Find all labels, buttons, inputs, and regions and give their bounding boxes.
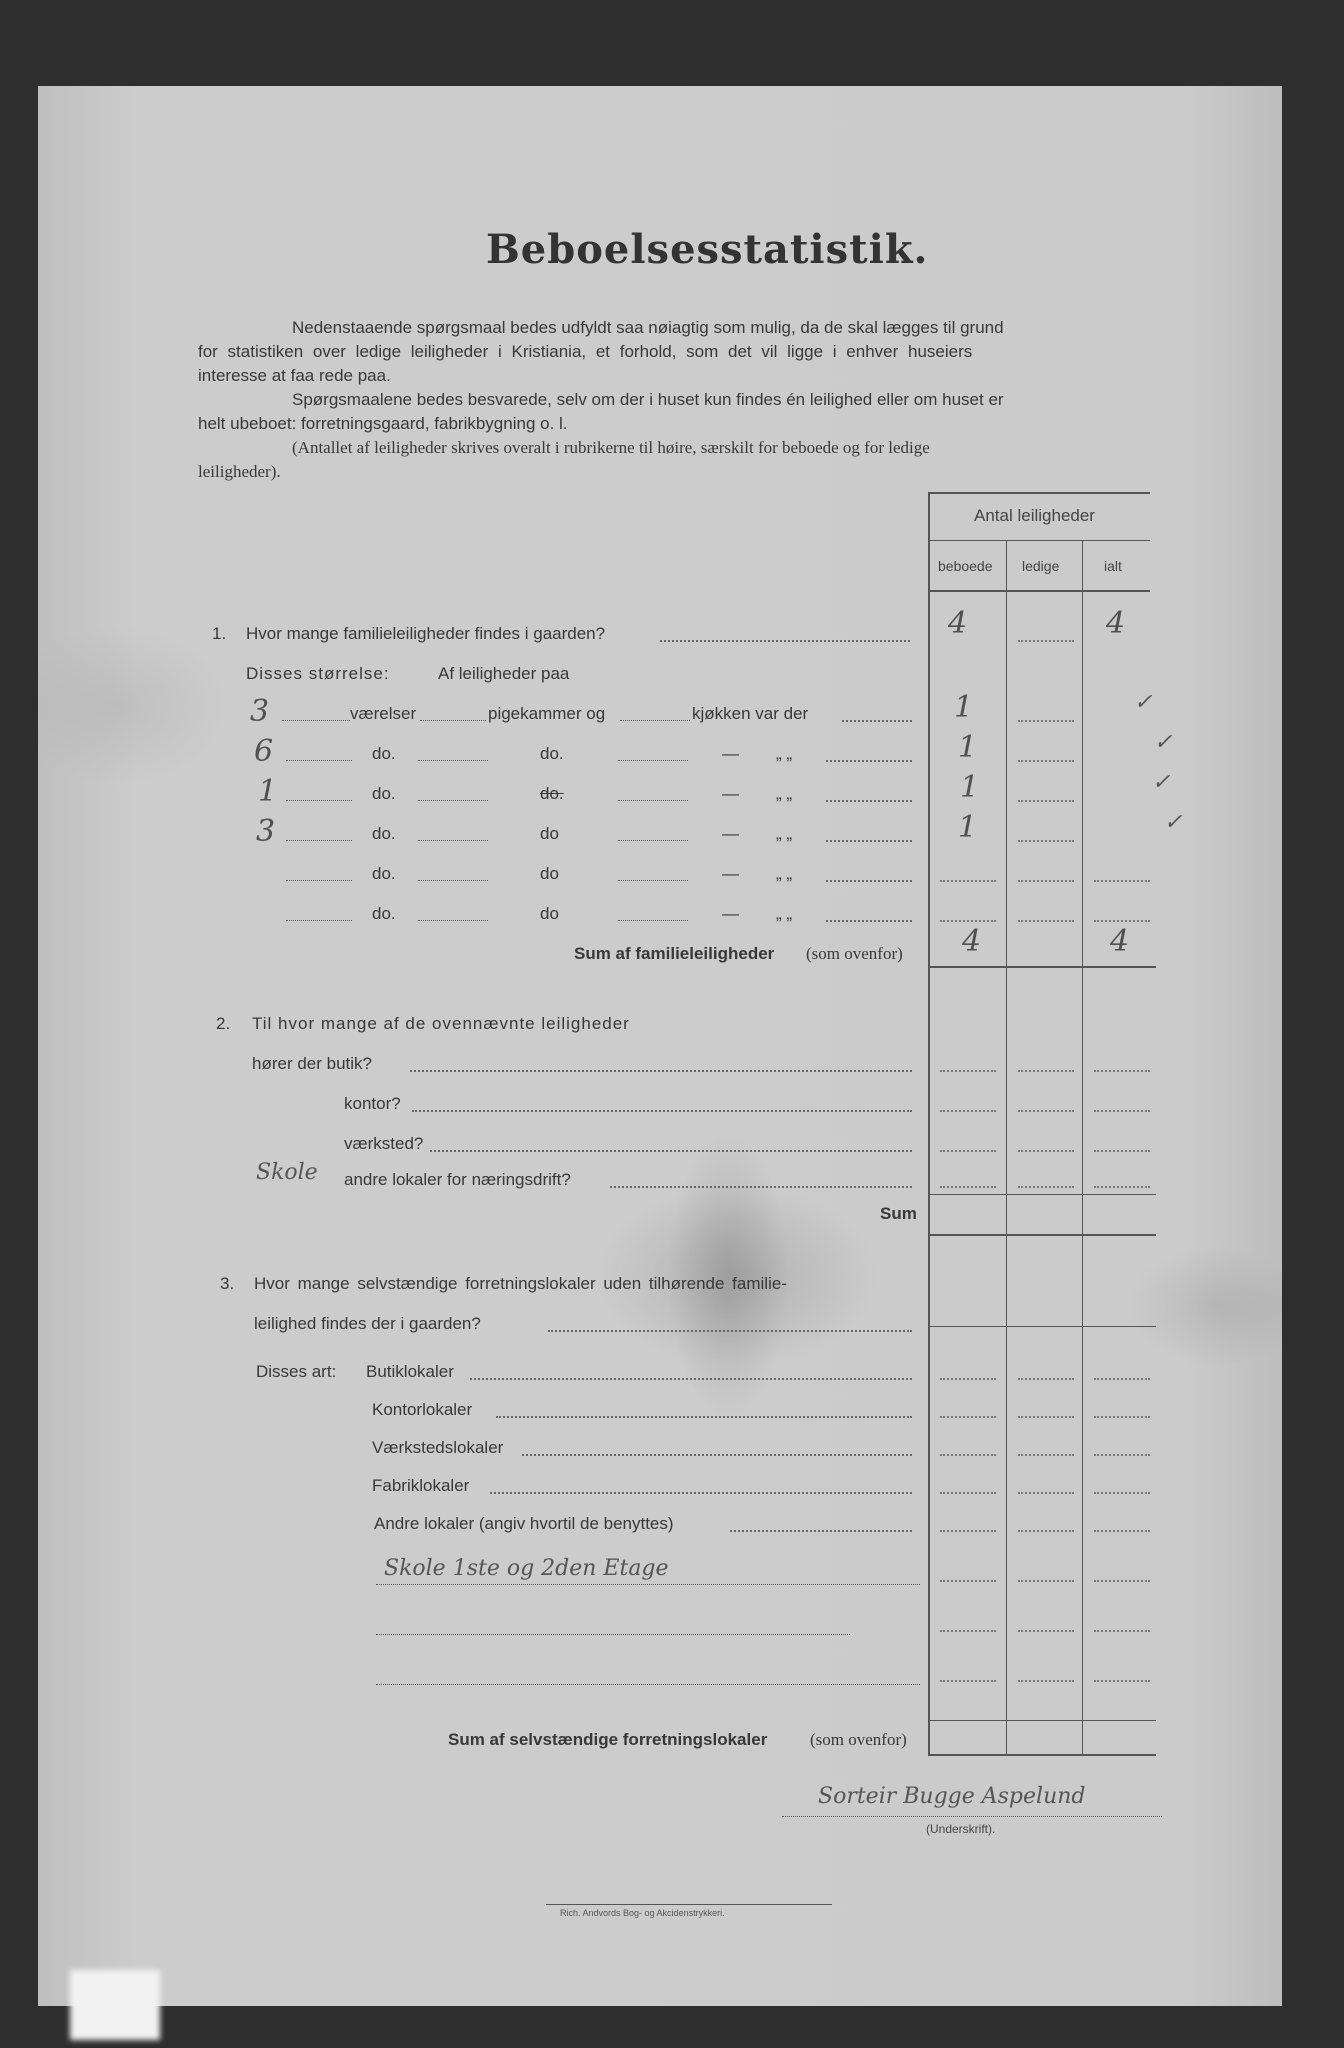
q2-vaerksted-leader (430, 1150, 912, 1152)
q3-butik-ledige-dots (1018, 1378, 1074, 1380)
q2-butik: hører der butik? (252, 1054, 372, 1073)
size-row-4-rooms: 3 (256, 814, 276, 849)
q3-butik-beboede-dots (940, 1378, 996, 1380)
size-row-5-ledige-dots (1018, 880, 1074, 882)
size-row-3-leader (826, 800, 912, 802)
size-row-3-blank-1 (286, 800, 352, 801)
q3-line3-beboede-dots (940, 1680, 996, 1682)
size-row-6-do2: do (540, 904, 559, 923)
q3-kontor-ialt-dots (1094, 1416, 1150, 1418)
size-row-2-ditto: „ „ (776, 744, 793, 763)
size-row-2-blank-1 (286, 760, 352, 761)
size-row-4-do1: do. (372, 824, 396, 843)
q2-butik-ialt-dots (1094, 1070, 1150, 1072)
printer-rule (546, 1904, 832, 1905)
size-row-5-do2: do (540, 864, 559, 883)
size-row-5-do1: do. (372, 864, 396, 883)
q3-line2-ialt-dots (1094, 1630, 1150, 1632)
q2-vaerksted: værksted? (344, 1134, 424, 1153)
size-row-6-beboede-dots (940, 920, 996, 922)
intro-line-2: for statistiken over ledige leiligheder i Kristiania, et forhold, som det vil ligge i enhver huseiers (198, 342, 973, 361)
size-row-6-blank-2 (418, 920, 488, 921)
q3-andre-ledige-dots (1018, 1530, 1074, 1532)
size-row-6-ditto: „ „ (776, 904, 793, 923)
size-row-6-dash: — (722, 904, 739, 923)
q2-sum: Sum (880, 1204, 917, 1223)
q3-item-fabrik: Fabriklokaler (372, 1476, 470, 1495)
signature: Sorteir Bugge Aspelund (818, 1784, 1086, 1809)
size-row-2-rooms: 6 (254, 734, 274, 769)
q2-vaerksted-beboede-dots (940, 1150, 996, 1152)
table-col-divider-2 (1082, 540, 1083, 1754)
q1-sum-label: Sum af familieleiligheder (574, 944, 775, 963)
size-row-2-blank-3 (618, 760, 688, 761)
table-top-rule (928, 492, 1150, 494)
size-row-3-do2-struck: do. (540, 784, 564, 803)
q1-text: Hvor mange familieleiligheder findes i gaarden? (246, 624, 606, 643)
q2-andre-handwritten: Skole (256, 1160, 318, 1185)
q1-number: 1. (212, 624, 227, 643)
size-row-6-do1: do. (372, 904, 396, 923)
q3-line1-ialt-dots (1094, 1580, 1150, 1582)
form-title: Beboelsesstatistik. (486, 226, 929, 273)
q3-number: 3. (220, 1274, 235, 1293)
q2-andre-ledige-dots (1018, 1186, 1074, 1188)
size-row-1-blank-3 (620, 720, 690, 721)
q3-item-kontor-leader (496, 1416, 912, 1418)
intro-line-5: helt ubeboet: forretningsgaard, fabrikbygning o. l. (198, 414, 568, 433)
q3-header-rule (928, 1326, 1156, 1327)
printer-imprint: Rich. Andvords Bog- og Akcidenstrykkeri. (560, 1908, 725, 1918)
size-row-5-blank-3 (618, 880, 688, 881)
table-subheader-rule (928, 590, 1150, 592)
q2-andre-ialt-dots (1094, 1186, 1150, 1188)
q3-item-vaerksted: Værkstedslokaler (372, 1438, 504, 1457)
q3-item-butik: Butiklokaler (366, 1362, 454, 1381)
q3-sum-rule (928, 1754, 1156, 1756)
q1-answer-ialt: 4 (1106, 606, 1126, 641)
q3-line2-beboede-dots (940, 1630, 996, 1632)
q2-kontor-leader (412, 1110, 912, 1112)
size-row-1-blank-1 (282, 720, 350, 721)
size-row-2-check: ✓ (1154, 730, 1173, 755)
size-row-2-ledige-dots (1018, 760, 1074, 762)
q1-answer-beboede: 4 (948, 606, 968, 641)
q3-text-line-2: leilighed findes der i gaarden? (254, 1314, 481, 1333)
q2-andre: andre lokaler for næringsdrift? (344, 1170, 571, 1189)
size-row-2-dash: — (722, 744, 739, 763)
q1-sizes-sub: Af leiligheder paa (438, 664, 570, 683)
q1-sum-rule (928, 966, 1156, 968)
intro-line-4: Spørgsmaalene bedes besvarede, selv om der i huset kun findes én leilighed eller om huset er (292, 390, 1004, 409)
q3-fabrik-ledige-dots (1018, 1492, 1074, 1494)
q2-number: 2. (216, 1014, 231, 1033)
size-row-2-do1: do. (372, 744, 396, 763)
size-row-5-ialt-dots (1094, 880, 1150, 882)
intro-line-1: Nedenstaaende spørgsmaal bedes udfyldt saa nøiagtig som mulig, da de skal lægges til grund (292, 318, 1004, 337)
size-row-2-beboede: 1 (958, 730, 978, 765)
size-row-1-check: ✓ (1134, 690, 1153, 715)
size-row-1-beboede: 1 (954, 690, 974, 725)
table-header-rule (928, 540, 1150, 541)
q1-sum-beboede: 4 (962, 924, 982, 959)
size-row-3-do1: do. (372, 784, 396, 803)
size-row-1-ledige-dots (1018, 720, 1074, 722)
q3-kontor-ledige-dots (1018, 1416, 1074, 1418)
size-row-3-check: ✓ (1152, 770, 1171, 795)
size-row-5-blank-2 (418, 880, 488, 881)
q2-kontor: kontor? (344, 1094, 401, 1113)
q3-pre-sum-rule (928, 1720, 1156, 1721)
size-row-3-blank-2 (418, 800, 488, 801)
size-row-6-blank-1 (286, 920, 352, 921)
q3-andre-beboede-dots (940, 1530, 996, 1532)
col-header-ledige: ledige (1022, 558, 1060, 574)
size-row-2-leader (826, 760, 912, 762)
intro-line-7: leiligheder). (198, 462, 281, 481)
q3-line1-ledige-dots (1018, 1580, 1074, 1582)
film-light-mark (70, 1970, 160, 2040)
q3-line3-ialt-dots (1094, 1680, 1150, 1682)
size-row-5-dash: — (722, 864, 739, 883)
q2-sum-rule (928, 1234, 1156, 1236)
size-row-3-blank-3 (618, 800, 688, 801)
intro-line-6: (Antallet af leiligheder skrives overalt i rubrikerne til høire, særskilt for beboede og for ledige (292, 438, 930, 457)
q2-vaerksted-ledige-dots (1018, 1150, 1074, 1152)
size-row-1-rooms: 3 (250, 694, 270, 729)
table-left-border (928, 492, 930, 1754)
table-col-divider-1 (1006, 540, 1007, 1754)
q1-sum-ialt: 4 (1110, 924, 1130, 959)
q2-text: Til hvor mange af de ovennævnte leiligheder (252, 1014, 630, 1033)
q1-sizes-label: Disses størrelse: (246, 664, 390, 683)
q2-kontor-beboede-dots (940, 1110, 996, 1112)
q2-butik-ledige-dots (1018, 1070, 1074, 1072)
size-row-2-do2: do. (540, 744, 564, 763)
q2-kontor-ledige-dots (1018, 1110, 1074, 1112)
signature-line (782, 1816, 1162, 1817)
q2-butik-beboede-dots (940, 1070, 996, 1072)
signature-caption: (Underskrift). (926, 1822, 996, 1836)
intro-line-3: interesse at faa rede paa. (198, 366, 391, 385)
size-row-5-beboede-dots (940, 880, 996, 882)
size-row-2-blank-2 (418, 760, 488, 761)
q3-line2-ledige-dots (1018, 1630, 1074, 1632)
q3-text-line-1: Hvor mange selvstændige forretningslokaler uden tilhørende familie- (254, 1274, 787, 1293)
q3-sum-label: Sum af selvstændige forretningslokaler (448, 1730, 768, 1749)
size-row-4-do2: do (540, 824, 559, 843)
q2-pre-sum-rule (928, 1194, 1156, 1195)
q3-vaerksted-beboede-dots (940, 1454, 996, 1456)
q3-item-butik-leader (470, 1378, 912, 1380)
size-row-4-blank-1 (286, 840, 352, 841)
size-row-4-leader (826, 840, 912, 842)
size-row-4-check: ✓ (1164, 810, 1183, 835)
size-row-6-blank-3 (618, 920, 688, 921)
size-row-4-ledige-dots (1018, 840, 1074, 842)
size-row-1-blank-2 (420, 720, 486, 721)
q3-answer-line-2 (376, 1634, 850, 1635)
size-row-4-ditto: „ „ (776, 824, 793, 843)
size-row-4-blank-3 (618, 840, 688, 841)
size-row-5-ditto: „ „ (776, 864, 793, 883)
q3-line3-ledige-dots (1018, 1680, 1074, 1682)
q3-leader (548, 1330, 912, 1332)
size-row-1-pigekammer: pigekammer og (488, 704, 606, 723)
size-row-1-leader (842, 720, 912, 722)
size-row-6-ledige-dots (1018, 920, 1074, 922)
q2-andre-beboede-dots (940, 1186, 996, 1188)
q3-vaerksted-ledige-dots (1018, 1454, 1074, 1456)
q2-kontor-ialt-dots (1094, 1110, 1150, 1112)
q3-vaerksted-ialt-dots (1094, 1454, 1150, 1456)
q3-andre-leader (730, 1530, 912, 1532)
q3-andre-ialt-dots (1094, 1530, 1150, 1532)
q3-answer-line-3 (376, 1684, 920, 1685)
q3-item-fabrik-leader (490, 1492, 912, 1494)
q3-item-vaerksted-leader (522, 1454, 912, 1456)
q2-andre-leader (610, 1186, 912, 1188)
q3-butik-ialt-dots (1094, 1378, 1150, 1380)
q3-answer-line-1 (376, 1584, 920, 1585)
size-row-3-rooms: 1 (258, 774, 278, 809)
size-row-3-ditto: „ „ (776, 784, 793, 803)
size-row-3-ledige-dots (1018, 800, 1074, 802)
q3-handwritten-answer: Skole 1ste og 2den Etage (384, 1556, 669, 1581)
size-row-1-kjokken: kjøkken var der (692, 704, 809, 723)
size-row-4-dash: — (722, 824, 739, 843)
q3-fabrik-ialt-dots (1094, 1492, 1150, 1494)
q1-sum-suffix: (som ovenfor) (806, 944, 903, 963)
size-row-5-leader (826, 880, 912, 882)
size-row-4-beboede: 1 (958, 810, 978, 845)
size-row-4-blank-2 (418, 840, 488, 841)
q3-sum-suffix: (som ovenfor) (810, 1730, 907, 1749)
table-group-header: Antal leiligheder (974, 506, 1095, 525)
col-header-beboede: beboede (938, 558, 993, 574)
q2-butik-leader (410, 1070, 912, 1072)
q3-art-label: Disses art: (256, 1362, 337, 1381)
q3-fabrik-beboede-dots (940, 1492, 996, 1494)
size-row-6-leader (826, 920, 912, 922)
q3-item-kontor: Kontorlokaler (372, 1400, 473, 1419)
q1-leader-dots (660, 640, 910, 642)
size-row-3-beboede: 1 (960, 770, 980, 805)
q3-kontor-beboede-dots (940, 1416, 996, 1418)
col-header-ialt: ialt (1104, 558, 1122, 574)
size-row-1-vaerelser: værelser (350, 704, 417, 723)
q2-vaerksted-ialt-dots (1094, 1150, 1150, 1152)
size-row-5-blank-1 (286, 880, 352, 881)
q3-andre: Andre lokaler (angiv hvortil de benyttes) (374, 1514, 674, 1533)
size-row-6-ialt-dots (1094, 920, 1150, 922)
size-row-3-dash: — (722, 784, 739, 803)
q1-ledige-dots (1018, 640, 1074, 642)
q3-line1-beboede-dots (940, 1580, 996, 1582)
